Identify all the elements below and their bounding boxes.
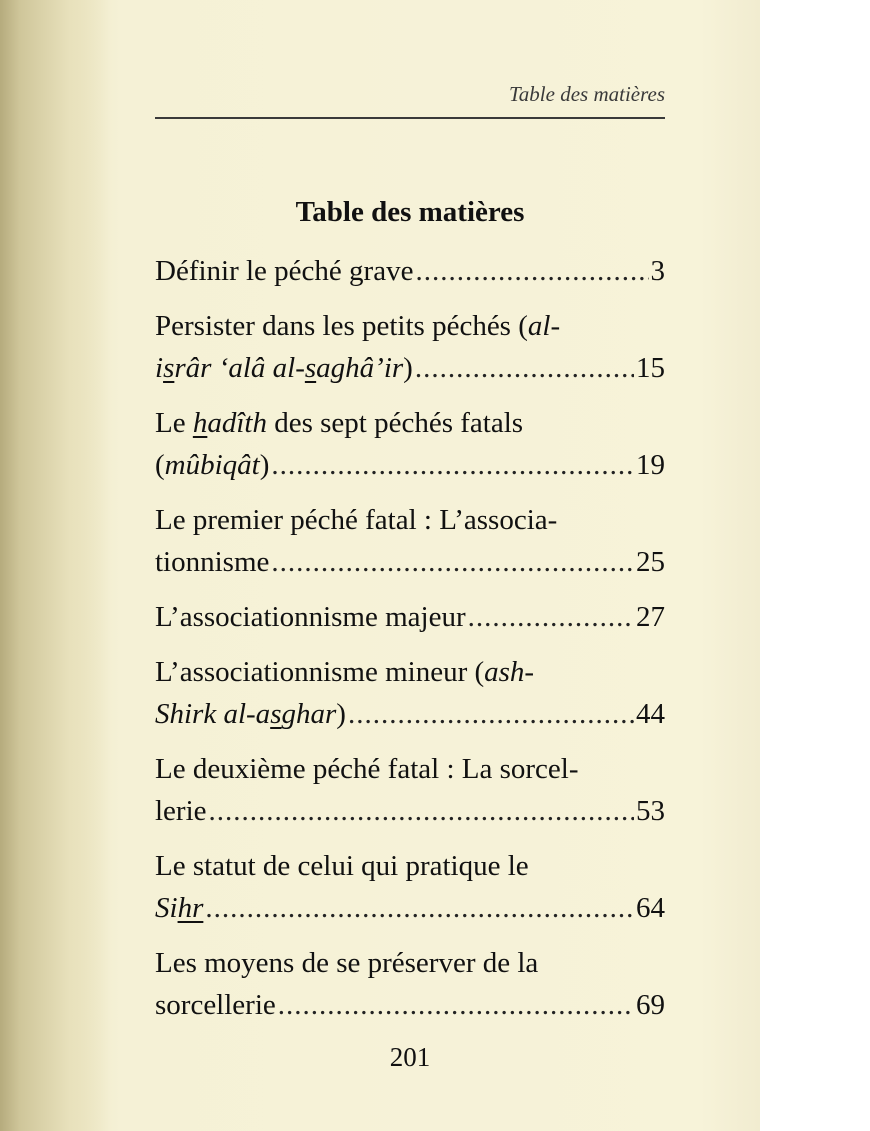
running-head: Table des matières <box>509 82 665 106</box>
toc-leader-dots <box>209 790 634 832</box>
page-title: Table des matières <box>295 196 525 228</box>
toc-page-number: 53 <box>636 795 665 827</box>
toc-entry-title-cont: lerie <box>155 795 207 827</box>
toc-leader-dots <box>415 347 634 389</box>
toc-entry <box>155 305 665 389</box>
toc-page-number: 69 <box>636 989 665 1021</box>
table-of-contents <box>155 250 665 1039</box>
toc-entry <box>155 651 665 735</box>
toc-entry <box>155 942 665 1026</box>
page-number: 201 <box>389 1042 431 1072</box>
toc-entry-title-cont: Shirk al-asghar) <box>155 698 346 730</box>
toc-page-number: 25 <box>636 546 665 578</box>
toc-leader-dots <box>415 250 648 292</box>
header-rule <box>155 117 665 119</box>
toc-leader-dots <box>348 693 634 735</box>
toc-page-number: 44 <box>636 698 665 730</box>
toc-page-number: 64 <box>636 892 665 924</box>
toc-entry-title: Les moyens de se préserver de la <box>155 947 539 979</box>
toc-entry <box>155 402 665 486</box>
toc-entry-title: Le premier péché fatal : L’associa- <box>155 504 558 536</box>
toc-entry-title-cont: Sihr <box>155 892 204 924</box>
toc-entry-title-cont: (mûbiqât) <box>155 449 270 481</box>
toc-leader-dots <box>271 444 634 486</box>
toc-entry-title: Persister dans les petits péchés (al- <box>155 310 561 342</box>
toc-entry <box>155 596 665 638</box>
toc-page-number: 19 <box>636 449 665 481</box>
toc-page-number: 15 <box>636 352 665 384</box>
toc-entry-title: Le statut de celui qui pratique le <box>155 850 529 882</box>
toc-entry <box>155 845 665 929</box>
toc-entry <box>155 250 665 292</box>
page-gutter-shadow <box>0 0 110 1131</box>
toc-entry-title-cont: sorcellerie <box>155 989 276 1021</box>
toc-page-number: 3 <box>650 255 665 287</box>
toc-entry-title: Le hadîth des sept péchés fatals <box>155 407 524 439</box>
toc-leader-dots <box>205 887 634 929</box>
toc-entry-title-cont: isrâr ‘alâ al-saghâ’ir) <box>155 352 413 384</box>
toc-entry-title: L’associationnisme majeur <box>155 601 466 633</box>
toc-entry-title: Définir le péché grave <box>155 255 414 287</box>
toc-entry-title-cont: tionnisme <box>155 546 270 578</box>
toc-leader-dots <box>278 984 634 1026</box>
toc-entry-title: L’associationnisme mineur (ash- <box>155 656 535 688</box>
toc-page-number: 27 <box>636 601 665 633</box>
toc-leader-dots <box>468 596 634 638</box>
toc-entry-title: Le deuxième péché fatal : La sorcel- <box>155 753 579 785</box>
toc-entry <box>155 499 665 583</box>
toc-entry <box>155 748 665 832</box>
toc-leader-dots <box>271 541 634 583</box>
